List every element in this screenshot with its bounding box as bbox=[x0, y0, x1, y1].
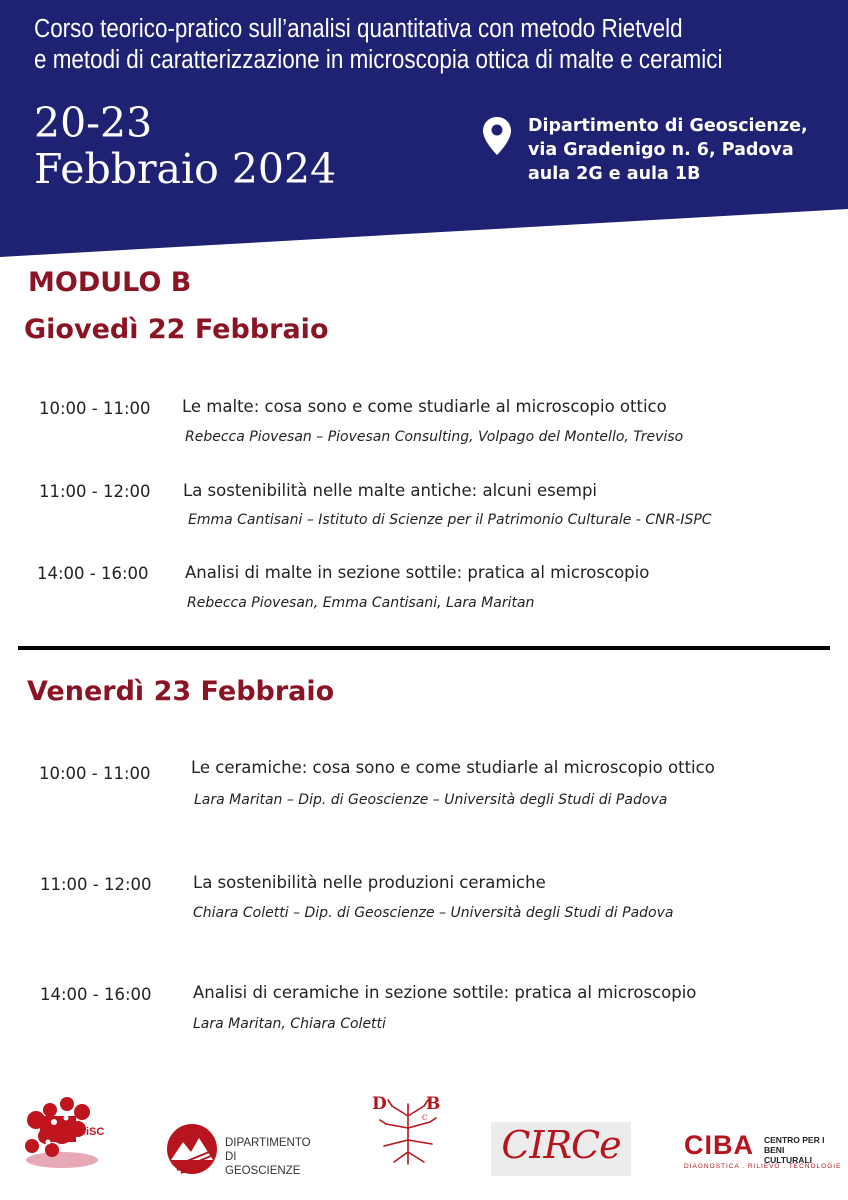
module-title: MODULO B bbox=[28, 267, 192, 298]
session-title: La sostenibilità nelle malte antiche: alcuni esempi bbox=[183, 481, 598, 500]
location-pin-icon bbox=[482, 116, 512, 156]
session-time: 11:00 - 12:00 bbox=[40, 875, 152, 894]
circe-logo bbox=[491, 1122, 631, 1176]
venue-address bbox=[528, 114, 808, 186]
geoscienze-logo bbox=[165, 1122, 315, 1178]
venue-line1: Dipartimento di Geoscienze, bbox=[528, 116, 808, 136]
session-speaker: Emma Cantisani – Istituto di Scienze per il Patrimonio Culturale - CNR-ISPC bbox=[188, 512, 712, 528]
day-title-thursday: Giovedì 22 Febbraio bbox=[24, 314, 329, 345]
circe-logo-text: CIRCe bbox=[501, 1123, 621, 1167]
session-time: 11:00 - 12:00 bbox=[39, 482, 151, 501]
session-time: 14:00 - 16:00 bbox=[37, 564, 149, 583]
course-title-line1: Corso teorico-pratico sull’analisi quantitativa con metodo Rietveld bbox=[34, 15, 683, 43]
session-title: Analisi di ceramiche in sezione sottile: pratica al microscopio bbox=[193, 983, 697, 1002]
disc-logo bbox=[22, 1092, 112, 1172]
session-title: Le ceramiche: cosa sono e come studiarle al microscopio ottico bbox=[191, 758, 715, 777]
event-date-days: 20-23 bbox=[34, 99, 153, 147]
ciba-logo-subtitle bbox=[764, 1135, 829, 1165]
dbc-logo-d: D bbox=[372, 1094, 387, 1114]
geoscienze-logo-line1: DIPARTIMENTO bbox=[225, 1137, 311, 1149]
geoscienze-logo-text bbox=[225, 1136, 315, 1178]
session-title: La sostenibilità nelle produzioni ceramiche bbox=[193, 873, 546, 892]
session-time: 10:00 - 11:00 bbox=[39, 399, 151, 418]
disc-logo-text: DiSC bbox=[78, 1126, 105, 1138]
venue-line3: aula 2G e aula 1B bbox=[528, 164, 701, 184]
ciba-logo-tagline: DIAGNOSTICA . RILIEVO . TECNOLOGIE bbox=[684, 1163, 842, 1170]
course-title bbox=[34, 14, 729, 76]
event-date bbox=[34, 100, 336, 192]
course-title-line2: e metodi di caratterizzazione in microscopia ottica di malte e ceramici bbox=[34, 46, 723, 74]
session-time: 14:00 - 16:00 bbox=[40, 985, 152, 1004]
session-speaker: Rebecca Piovesan – Piovesan Consulting, Volpago del Montello, Treviso bbox=[185, 429, 684, 445]
session-title: Le malte: cosa sono e come studiarle al microscopio ottico bbox=[182, 397, 667, 416]
session-speaker: Chiara Coletti – Dip. di Geoscienze – Università degli Studi di Padova bbox=[193, 905, 674, 921]
ciba-logo-text: CIBA bbox=[684, 1130, 754, 1160]
section-divider bbox=[18, 646, 830, 650]
session-title: Analisi di malte in sezione sottile: pratica al microscopio bbox=[185, 563, 650, 582]
ciba-logo-line2: BENI CULTURALI bbox=[764, 1145, 812, 1165]
event-date-month: Febbraio 2024 bbox=[34, 145, 337, 193]
session-speaker: Lara Maritan, Chiara Coletti bbox=[193, 1016, 386, 1032]
geoscienze-logo-line2: DI GEOSCIENZE bbox=[225, 1151, 301, 1177]
session-speaker: Rebecca Piovesan, Emma Cantisani, Lara Maritan bbox=[187, 595, 535, 611]
venue-line2: via Gradenigo n. 6, Padova bbox=[528, 140, 794, 160]
dbc-logo-c: C bbox=[422, 1114, 428, 1122]
session-speaker: Lara Maritan – Dip. di Geoscienze – Università degli Studi di Padova bbox=[194, 792, 668, 808]
session-time: 10:00 - 11:00 bbox=[39, 764, 151, 783]
dbc-logo bbox=[370, 1094, 446, 1172]
day-title-friday: Venerdì 23 Febbraio bbox=[27, 676, 335, 707]
ciba-logo bbox=[684, 1130, 842, 1176]
ciba-logo-line1: CENTRO PER I bbox=[764, 1135, 825, 1145]
dbc-logo-b: B bbox=[426, 1094, 441, 1114]
